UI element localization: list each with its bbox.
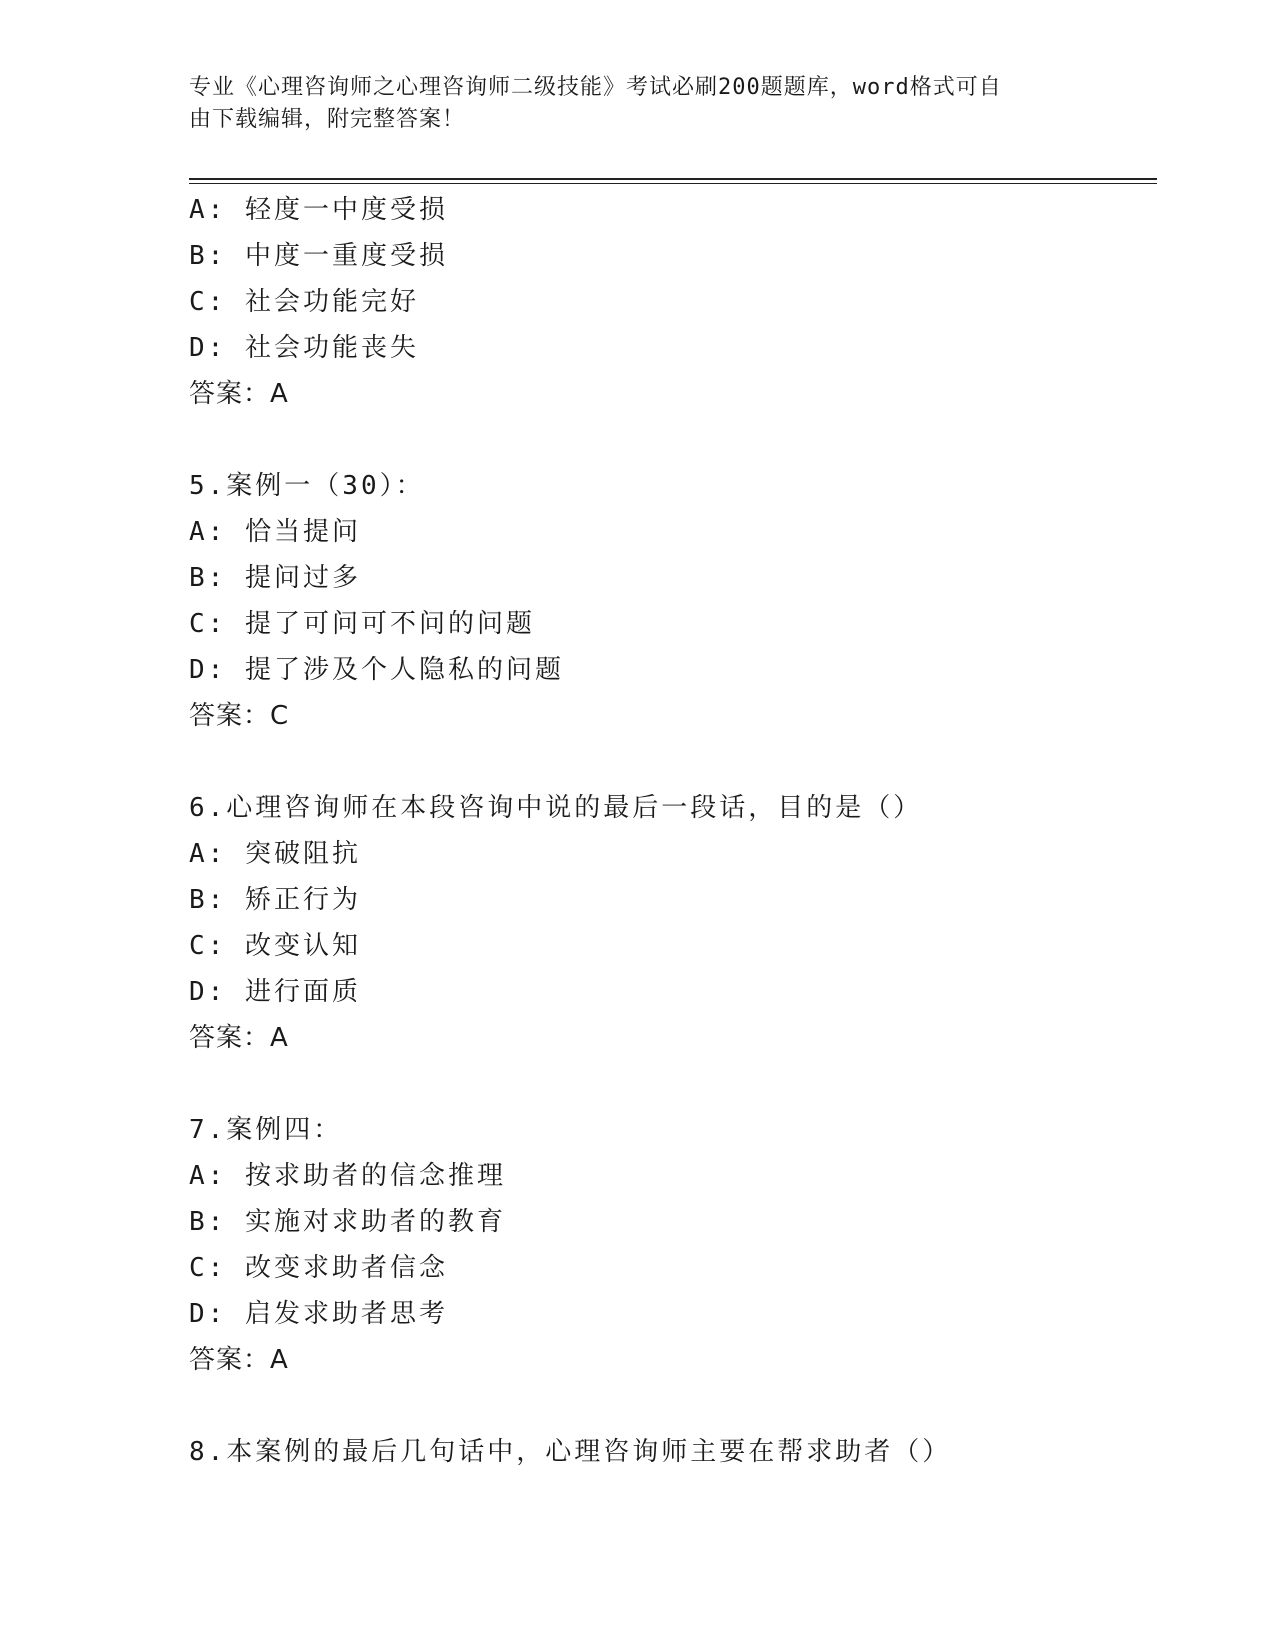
header-divider-thick [189, 178, 1157, 180]
option-a: A: 恰当提问 [189, 517, 361, 547]
option-d: D: 提了涉及个人隐私的问题 [189, 655, 564, 685]
option-b: B: 中度一重度受损 [189, 241, 448, 271]
option-a: A: 突破阻抗 [189, 839, 361, 869]
spacer [189, 1383, 1157, 1429]
spacer [189, 417, 1157, 463]
question-stem: 5.案例一（30）： [189, 471, 425, 501]
question-list [189, 187, 1157, 1475]
question-7 [189, 1107, 1157, 1383]
document-header [189, 72, 1069, 136]
question-5 [189, 463, 1157, 739]
option-c: C: 改变求助者信念 [189, 1253, 448, 1283]
question-6 [189, 785, 1157, 1061]
spacer [189, 1061, 1157, 1107]
header-line-2: 由下载编辑，附完整答案！ [189, 107, 466, 132]
option-c: C: 提了可问可不问的问题 [189, 609, 535, 639]
question-stem: 8.本案例的最后几句话中，心理咨询师主要在帮求助者（） [189, 1437, 952, 1467]
spacer [189, 739, 1157, 785]
option-c: C: 改变认知 [189, 931, 361, 961]
option-d: D: 社会功能丧失 [189, 333, 419, 363]
option-b: B: 实施对求助者的教育 [189, 1207, 506, 1237]
option-a: A: 按求助者的信念推理 [189, 1161, 506, 1191]
option-c: C: 社会功能完好 [189, 287, 419, 317]
question-8 [189, 1429, 1157, 1475]
option-d: D: 启发求助者思考 [189, 1299, 448, 1329]
answer: 答案：C [189, 701, 290, 731]
option-b: B: 提问过多 [189, 563, 361, 593]
option-d: D: 进行面质 [189, 977, 361, 1007]
question-stem: 6.心理咨询师在本段咨询中说的最后一段话，目的是（） [189, 793, 923, 823]
header-divider-thin [189, 183, 1157, 184]
header-line-1: 专业《心理咨询师之心理咨询师二级技能》考试必刷200题题库，word格式可自 [189, 75, 1002, 100]
answer: 答案：A [189, 1345, 289, 1375]
option-b: B: 矫正行为 [189, 885, 361, 915]
option-a: A: 轻度一中度受损 [189, 195, 448, 225]
question-4 [189, 187, 1157, 417]
answer: 答案：A [189, 1023, 289, 1053]
question-stem: 7.案例四： [189, 1115, 343, 1145]
answer: 答案：A [189, 379, 289, 409]
